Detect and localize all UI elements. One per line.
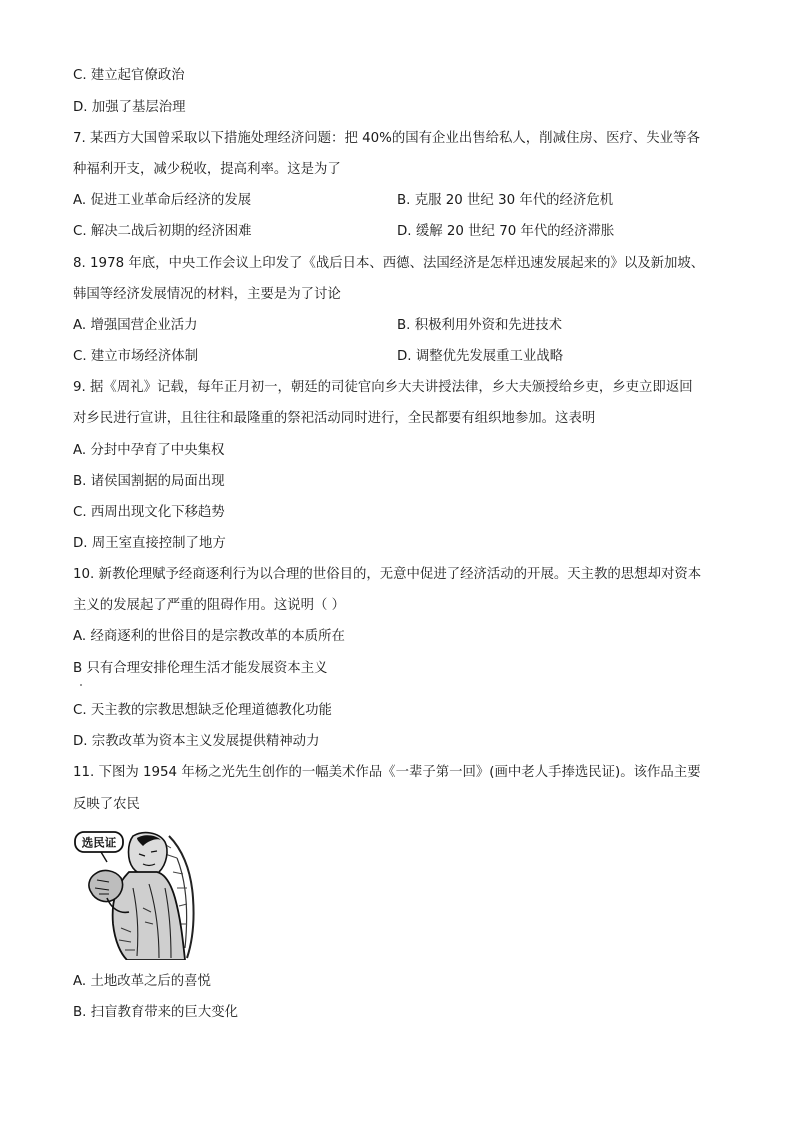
q8-option-c: C. 建立市场经济体制 <box>73 349 198 364</box>
q10-stem-line2: 主义的发展起了严重的阻碍作用。这说明（ ） <box>73 598 346 613</box>
q11-stem-line2: 反映了农民 <box>73 797 140 812</box>
q9-option-b: B. 诸侯国割据的局面出现 <box>73 474 225 489</box>
q10-option-a: A. 经商逐利的世俗目的是宗教改革的本质所在 <box>73 629 345 644</box>
q6-option-d: D. 加强了基层治理 <box>73 100 186 115</box>
q9-option-c: C. 西周出现文化下移趋势 <box>73 505 225 520</box>
q11-option-b: B. 扫盲教育带来的巨大变化 <box>73 1005 238 1020</box>
q9-option-d: D. 周王室直接控制了地方 <box>73 536 226 551</box>
artwork-illustration <box>73 828 197 960</box>
q7-option-a: A. 促进工业革命后经济的发展 <box>73 193 252 208</box>
q6-option-c: C. 建立起官僚政治 <box>73 68 185 83</box>
q9-stem-line1: 9. 据《周礼》记载，每年正月初一，朝廷的司徒官向乡大夫讲授法律，乡大夫颁授给乡吏，乡吏立即返回 <box>73 380 693 395</box>
q10-option-d: D. 宗教改革为资本主义发展提供精神动力 <box>73 734 320 749</box>
q7-option-b: B. 克服 20 世纪 30 年代的经济危机 <box>397 193 614 208</box>
q10-option-c: C. 天主教的宗教思想缺乏伦理道德教化功能 <box>73 703 332 718</box>
q7-stem-line2: 种福利开支，减少税收，提高利率。这是为了 <box>73 162 341 177</box>
q10-option-b: B 只有合理安排伦理生活才能发展资本主义 <box>73 661 328 676</box>
q8-option-d: D. 调整优先发展重工业战略 <box>397 349 564 364</box>
q9-stem-line2: 对乡民进行宣讲，且往往和最隆重的祭祀活动同时进行，全民都要有组织地参加。这表明 <box>73 411 596 426</box>
q7-stem-line1: 7. 某西方大国曾采取以下措施处理经济问题：把 40%的国有企业出售给私人，削减住房、医疗、失业等各 <box>73 131 700 146</box>
q8-stem-line1: 8. 1978 年底，中央工作会议上印发了《战后日本、西德、法国经济是怎样迅速发展起来的》以及新加坡、 <box>73 256 705 271</box>
q8-option-a: A. 增强国营企业活力 <box>73 318 198 333</box>
q11-stem-line1: 11. 下图为 1954 年杨之光先生创作的一幅美术作品《一辈子第一回》(画中老人手捧选民证)。该作品主要 <box>73 765 701 780</box>
voter-card-label: 选民证 <box>81 835 117 850</box>
stray-dot <box>80 684 82 686</box>
q10-stem-line1: 10. 新教伦理赋予经商逐利行为以合理的世俗目的，无意中促进了经济活动的开展。天主教的思想却对资本 <box>73 567 702 582</box>
q9-option-a: A. 分封中孕育了中央集权 <box>73 443 225 458</box>
q8-stem-line2: 韩国等经济发展情况的材料，主要是为了讨论 <box>73 287 341 302</box>
q7-option-d: D. 缓解 20 世纪 70 年代的经济滞胀 <box>397 224 615 239</box>
q7-option-c: C. 解决二战后初期的经济困难 <box>73 224 252 239</box>
q11-option-a: A. 土地改革之后的喜悦 <box>73 974 211 989</box>
q8-option-b: B. 积极利用外资和先进技术 <box>397 318 562 333</box>
